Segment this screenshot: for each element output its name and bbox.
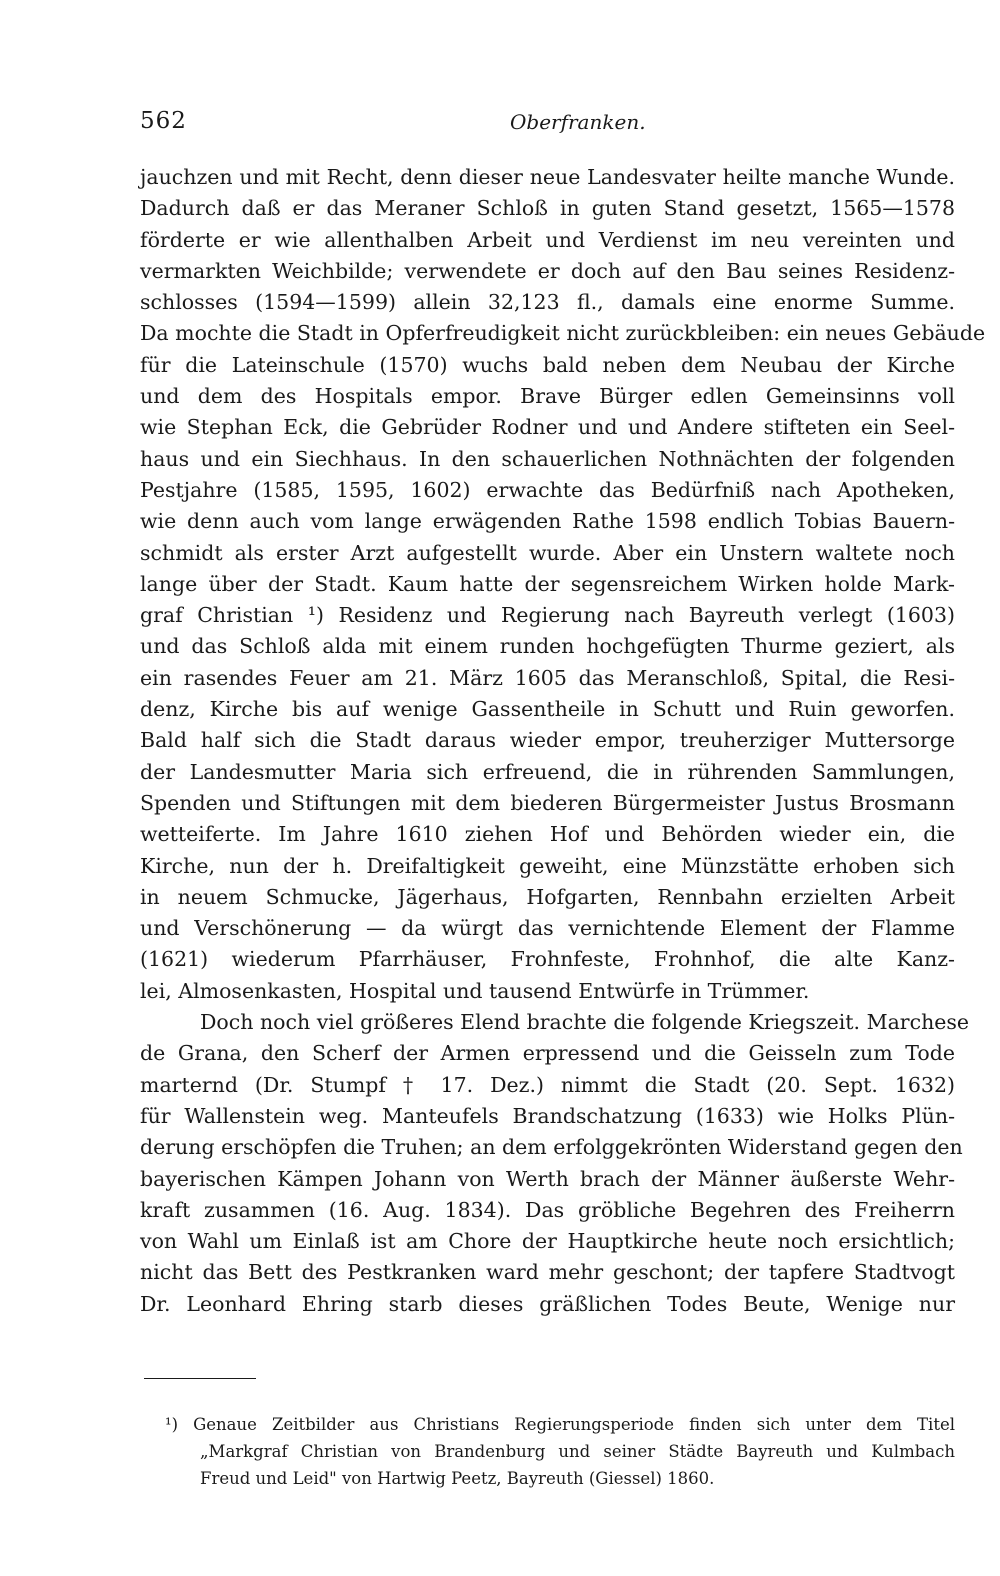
text-line: Da mochte die Stadt in Opferfreudigkeit nicht zurückbleiben: ein neues Gebäude [140, 321, 986, 346]
text-line: Bald half sich die Stadt daraus wieder empor, treuherziger Muttersorge [140, 728, 955, 753]
text-line: Dr. Leonhard Ehring starb dieses gräßlichen Todes Beute, Wenige nur [140, 1291, 955, 1316]
text-line: kraft zusammen (16. Aug. 1834). Das gröbliche Begehren des Freiherrn [140, 1197, 955, 1222]
footnote-divider [144, 1378, 256, 1380]
text-line: Kirche, nun der h. Dreifaltigkeit geweiht, eine Münzstätte erhoben sich [140, 853, 955, 878]
text-line: und dem des Hospitals empor. Brave Bürger edlen Gemeinsinns voll [140, 384, 955, 409]
running-title: Oberfranken. [510, 110, 646, 134]
text-line: Spenden und Stiftungen mit dem biederen Bürgermeister Justus Brosmann [140, 790, 955, 815]
footnotes [140, 1411, 955, 1492]
text-line: nicht das Bett des Pestkranken ward mehr geschont; der tapfere Stadtvogt [140, 1260, 955, 1285]
text-line: Dadurch daß er das Meraner Schloß in guten Stand gesetzt, 1565—1578 [140, 196, 955, 221]
text-line: für die Lateinschule (1570) wuchs bald neben dem Neubau der Kirche [140, 352, 955, 377]
text-line: jauchzen und mit Recht, denn dieser neue Landesvater heilte manche Wunde. [140, 165, 955, 189]
book-page [140, 108, 986, 1492]
text-line: schlosses (1594—1599) allein 32,123 fl., damals eine enorme Summe. [140, 290, 955, 315]
text-line: und das Schloß alda mit einem runden hochgefügten Thurme geziert, als [140, 634, 955, 659]
text-line: denz, Kirche bis auf wenige Gassentheile in Schutt und Ruin geworfen. [140, 697, 955, 722]
text-line: förderte er wie allenthalben Arbeit und Verdienst im neu vereinten und [140, 227, 955, 252]
page-header [140, 108, 955, 148]
text-line: graf Christian ¹) Residenz und Regierung nach Bayreuth verlegt (1603) [140, 603, 955, 628]
text-line: vermarkten Weichbilde; verwendete er doch auf den Bau seines Residenz- [140, 258, 955, 283]
text-line: marternd (Dr. Stumpf † 17. Dez.) nimmt die Stadt (20. Sept. 1632) [140, 1072, 955, 1097]
text-line: wie Stephan Eck, die Gebrüder Rodner und und Andere stifteten ein Seel- [140, 415, 955, 440]
text-line: der Landesmutter Maria sich erfreuend, die in rührenden Sammlungen, [140, 759, 955, 784]
text-line: (1621) wiederum Pfarrhäuser, Frohnfeste, Frohnhof, die alte Kanz- [140, 947, 955, 972]
text-line: lei, Almosenkasten, Hospital und tausend Entwürfe in Trümmer. [140, 978, 810, 1003]
text-line: in neuem Schmucke, Jägerhaus, Hofgarten, Rennbahn erzielten Arbeit [140, 884, 955, 909]
text-line: schmidt als erster Arzt aufgestellt wurde. Aber ein Unstern waltete noch [140, 540, 955, 565]
text-line: bayerischen Kämpen Johann von Werth brach der Männer äußerste Wehr- [140, 1166, 955, 1191]
text-line: Pestjahre (1585, 1595, 1602) erwachte das Bedürfniß nach Apotheken, [140, 477, 955, 502]
body-text [140, 162, 986, 1320]
text-line: von Wahl um Einlaß ist am Chore der Hauptkirche heute noch ersichtlich; [140, 1229, 955, 1254]
footnote-line: ¹) Genaue Zeitbilder aus Christians Regierungsperiode finden sich unter dem Titel [165, 1415, 955, 1435]
text-line: Doch noch viel größeres Elend brachte die folgende Kriegszeit. Marchese [200, 1010, 970, 1035]
text-line: und Verschönerung — da würgt das vernichtende Element der Flamme [140, 916, 955, 941]
footnote-spacer [140, 1320, 955, 1378]
text-line: derung erschöpfen die Truhen; an dem erfolggekrönten Widerstand gegen den [140, 1135, 963, 1160]
text-line: wetteiferte. Im Jahre 1610 ziehen Hof und Behörden wieder ein, die [140, 822, 955, 847]
text-line: ein rasendes Feuer am 21. März 1605 das Meranschloß, Spital, die Resi- [140, 665, 955, 690]
text-line: für Wallenstein weg. Manteufels Brandschatzung (1633) wie Holks Plün- [140, 1103, 955, 1128]
text-line: lange über der Stadt. Kaum hatte der segensreichem Wirken holde Mark- [140, 571, 955, 596]
footnote-line: „Markgraf Christian von Brandenburg und seiner Städte Bayreuth und Kulmbach [200, 1442, 955, 1462]
footnote-line: Freud und Leid" von Hartwig Peetz, Bayreuth (Giessel) 1860. [200, 1469, 715, 1489]
page-number: 562 [140, 108, 187, 134]
text-line: de Grana, den Scherf der Armen erpressend und die Geisseln zum Tode [140, 1041, 955, 1066]
text-line: wie denn auch vom lange erwägenden Rathe 1598 endlich Tobias Bauern- [140, 509, 955, 534]
text-line: haus und ein Siechhaus. In den schauerlichen Nothnächten der folgenden [140, 446, 955, 471]
